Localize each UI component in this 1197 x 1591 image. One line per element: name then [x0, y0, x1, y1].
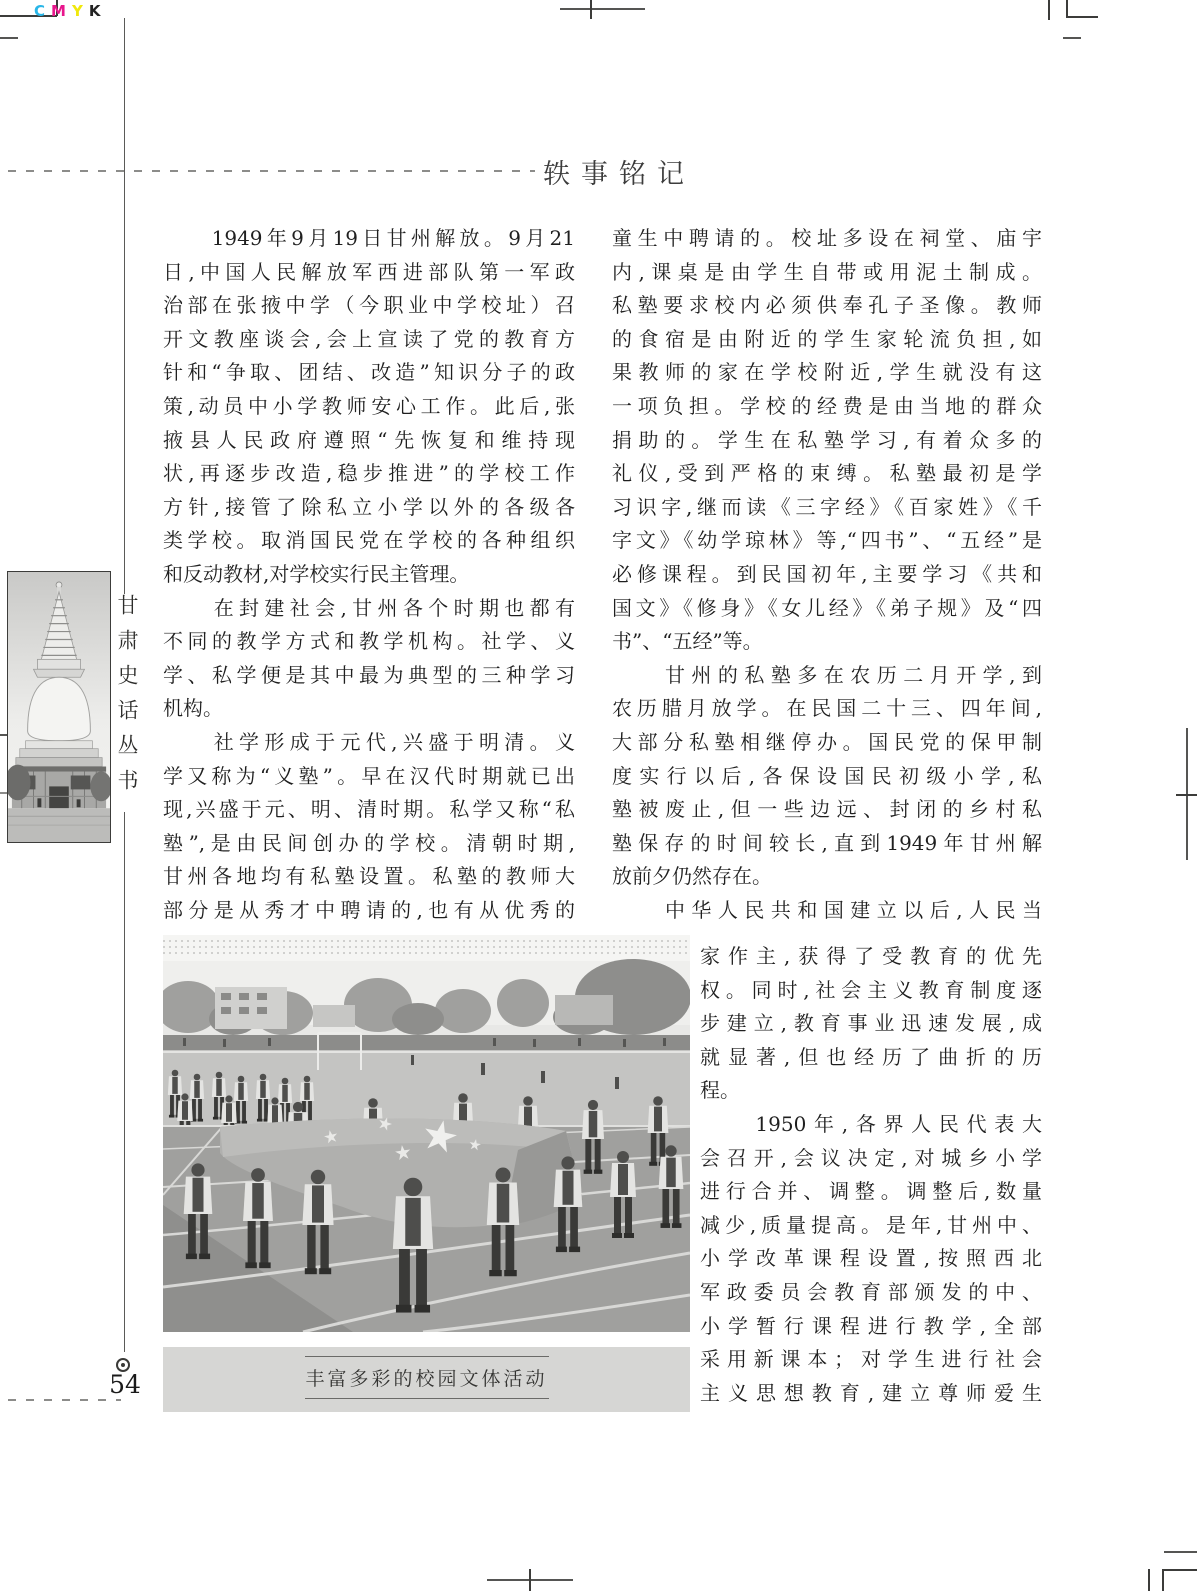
text-line: 甘州各地均有私塾设置。私塾的教师大 [163, 864, 575, 889]
figure-caption: 丰富多彩的校园文体活动 [305, 1356, 549, 1399]
cmyk-letter: K [88, 2, 101, 20]
right-text-column [612, 222, 1042, 927]
crop-mark [1063, 37, 1081, 39]
text-line: 度实行以后,各保设国民初级小学,私 [612, 763, 1042, 788]
text-line: 放前夕仍然存在。 [612, 864, 772, 889]
registration-mark [1176, 794, 1197, 796]
text-line: 和反动教材,对学校实行民主管理。 [163, 561, 470, 586]
text-line: 大部分私塾相继停办。国民党的保甲制 [612, 729, 1042, 754]
registration-mark [590, 0, 592, 19]
crop-mark [1164, 1551, 1197, 1553]
page-header-title: 轶事铭记 [543, 159, 695, 190]
text-line: 国文》《修身》《女儿经》《弟子规》及“四 [612, 595, 1042, 620]
cmyk-color-bar [34, 2, 106, 20]
series-title-vertical: 甘肃史话丛书 [115, 594, 139, 804]
text-line: 在封建社会,甘州各个时期也都有 [163, 595, 575, 620]
text-line: 状,再逐步改造,稳步推进”的学校工作 [163, 461, 575, 486]
text-line: 农历腊月放学。在民国二十三、四年间, [612, 696, 1042, 721]
campus-activity-photo-graphic [163, 935, 690, 1332]
text-line: 会召开,会议决定,对城乡小学 [700, 1145, 1042, 1170]
text-line: 的食宿是由附近的学生家轮流负担,如 [612, 326, 1042, 351]
registration-mark [560, 8, 645, 10]
campus-activity-photo [163, 935, 690, 1332]
page-number: 54 [109, 1370, 141, 1399]
text-line: 程。 [700, 1078, 740, 1103]
text-line: 礼仪,受到严格的束缚。私塾最初是学 [612, 461, 1042, 486]
text-line: 字文》《幼学琼林》等,“四书”、“五经”是 [612, 528, 1042, 553]
text-line: 日,中国人民解放军西进部队第一军政 [163, 259, 575, 284]
text-line: 学、私学便是其中最为典型的三种学习 [163, 662, 575, 687]
margin-rule [124, 18, 125, 594]
text-line: 类学校。取消国民党在学校的各种组织 [163, 528, 575, 553]
text-line: 塾被废止,但一些边远、封闭的乡村私 [612, 797, 1042, 822]
text-line: 权。同时,社会主义教育制度逐 [700, 977, 1042, 1002]
text-line: 开文教座谈会,会上宣读了党的教育方 [163, 326, 575, 351]
crop-mark [1162, 1569, 1197, 1571]
text-line: 现,兴盛于元、明、清时期。私学又称“私 [163, 797, 575, 822]
text-line: 主义思想教育,建立尊师爱生 [700, 1380, 1042, 1405]
cmyk-letter: Y [71, 2, 83, 20]
text-line: 私塾要求校内必须供奉孔子圣像。教师 [612, 293, 1042, 318]
text-line: 减少,质量提高。是年,甘州中、 [700, 1212, 1042, 1237]
text-line: 甘州的私塾多在农历二月开学,到 [612, 662, 1042, 687]
text-line: 一项负担。学校的经费是由当地的群众 [612, 393, 1042, 418]
text-line: 塾”,是由民间创办的学校。清朝时期, [163, 830, 575, 855]
text-line: 必修课程。到民国初年,主要学习《共和 [612, 561, 1042, 586]
text-line: 塾保存的时间较长,直到1949年甘州解 [612, 830, 1042, 855]
text-line: 进行合并、调整。调整后,数量 [700, 1179, 1042, 1204]
margin-rule [124, 812, 125, 1352]
text-line: 果教师的家在学校附近,学生就没有这 [612, 360, 1042, 385]
text-line: 捐助的。学生在私塾学习,有着众多的 [612, 427, 1042, 452]
crop-mark [1162, 1569, 1164, 1591]
text-line: 1950年,各界人民代表大 [700, 1111, 1042, 1136]
text-line: 中华人民共和国建立以后,人民当 [612, 897, 1042, 922]
text-line: 步建立,教育事业迅速发展,成 [700, 1011, 1042, 1036]
text-line: 治部在张掖中学（今职业中学校址）召 [163, 293, 575, 318]
crop-mark [1066, 0, 1068, 17]
header-dashed-rule [8, 170, 535, 172]
text-line: 针和“争取、团结、改造”知识分子的政 [163, 360, 575, 385]
figure-caption-bar [163, 1347, 690, 1412]
text-line: 军政委员会教育部颁发的中、 [700, 1279, 1042, 1304]
text-line: 策,动员中小学教师安心工作。此后,张 [163, 393, 575, 418]
text-line: 学又称为“义塾”。早在汉代时期就已出 [163, 763, 575, 788]
text-line: 机构。 [163, 696, 223, 721]
left-text-column [163, 222, 575, 927]
text-line: 内,课桌是由学生自带或用泥土制成。 [612, 259, 1042, 284]
text-line: 不同的教学方式和教学机构。社学、义 [163, 629, 575, 654]
text-line: 方针,接管了除私立小学以外的各级各 [163, 494, 575, 519]
text-line: 家作主,获得了受教育的优先 [700, 944, 1042, 968]
cmyk-letter: M [51, 2, 66, 20]
text-line: 就显著,但也经历了曲折的历 [700, 1044, 1042, 1069]
pagoda-photo [7, 571, 111, 843]
text-line: 小学改革课程设置,按照西北 [700, 1246, 1042, 1271]
text-line: 童生中聘请的。校址多设在祠堂、庙宇 [612, 226, 1042, 250]
right-text-column-narrow [700, 940, 1042, 1410]
crop-mark [1148, 1569, 1150, 1591]
crop-mark [1048, 0, 1050, 20]
registration-mark [529, 1569, 531, 1591]
crop-mark [0, 37, 18, 39]
text-line: 部分是从秀才中聘请的,也有从优秀的 [163, 897, 575, 922]
text-line: 掖县人民政府遵照“先恢复和维持现 [163, 427, 575, 452]
crop-mark [1066, 16, 1098, 18]
text-line: 采用新课本；对学生进行社会 [700, 1347, 1042, 1372]
text-line: 1949年9月19日甘州解放。9月21 [163, 226, 575, 250]
text-line: 社学形成于元代,兴盛于明清。义 [163, 729, 575, 754]
footer-dashed-rule [8, 1399, 121, 1401]
cmyk-letter: C [34, 2, 46, 20]
text-line: 小学暂行课程进行教学,全部 [700, 1313, 1042, 1338]
text-line: 习识字,继而读《三字经》《百家姓》《千 [612, 494, 1042, 519]
pagoda-photo-graphic [8, 572, 110, 842]
text-line: 书”、“五经”等。 [612, 629, 763, 654]
